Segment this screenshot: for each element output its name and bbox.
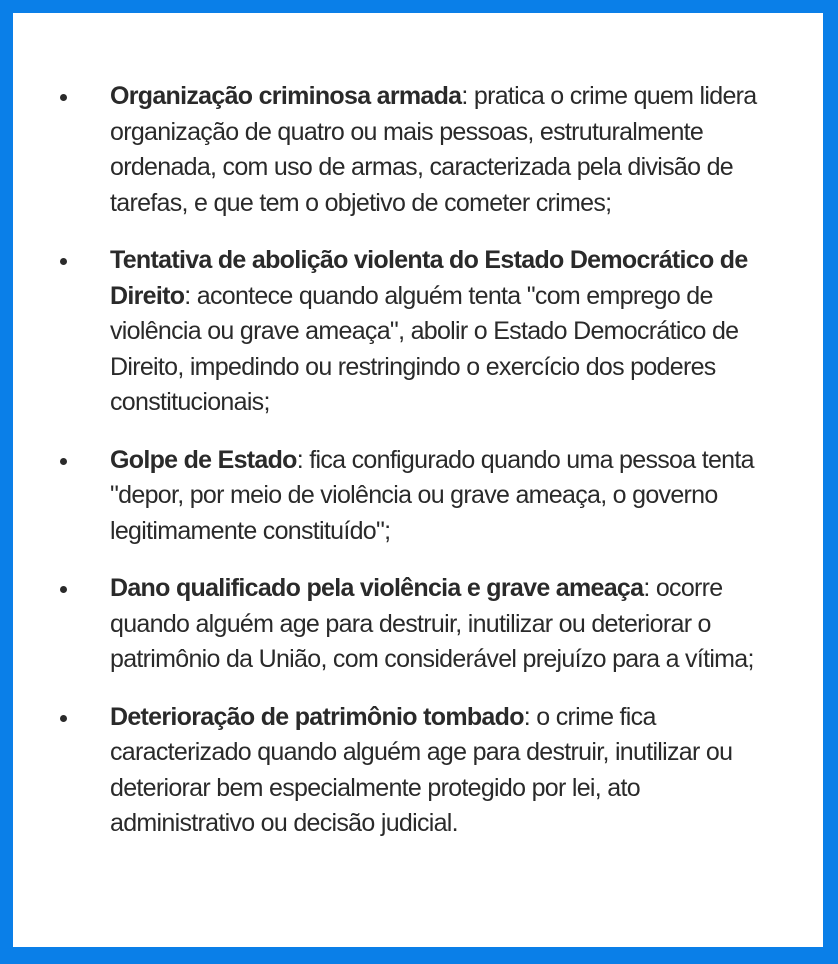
item-term: Dano qualificado pela violência e grave ameaça	[110, 574, 644, 602]
list-item	[13, 571, 823, 678]
item-term: Golpe de Estado	[110, 445, 297, 474]
crime-list	[13, 79, 823, 864]
item-description: : fica configurado quando uma pessoa tenta "depor, por meio de violência ou grave ameaça, o governo legitimamente constituído";	[110, 445, 754, 545]
item-term: Tentativa de abolição violenta do Estado Democrático de Direito	[110, 246, 748, 310]
item-description: : pratica o crime quem lidera organização de quatro ou mais pessoas, estruturalmente ordenada, com uso de armas, caracterizada pela divisão de tarefas, e que tem o objetivo de cometer crimes;	[110, 82, 757, 217]
list-item	[13, 243, 823, 421]
list-item	[13, 700, 823, 842]
item-description: : o crime fica caracterizado quando alguém age para destruir, inutilizar ou deteriorar bem especialmente protegido por lei, ato administrativo ou decisão judicial.	[110, 702, 733, 837]
list-item	[13, 443, 823, 550]
bullet-icon	[60, 258, 67, 265]
item-term: Organização criminosa armada	[110, 82, 462, 110]
bullet-icon	[60, 715, 67, 722]
bullet-icon	[60, 586, 67, 593]
content-card	[13, 13, 823, 947]
list-item	[13, 79, 823, 221]
bullet-icon	[60, 458, 67, 465]
item-description: : ocorre quando alguém age para destruir, inutilizar ou deteriorar o patrimônio da União, com considerável prejuízo para a vítima;	[110, 574, 754, 673]
item-description: : acontece quando alguém tenta "com emprego de violência ou grave ameaça", abolir o Estado Democrático de Direito, impedindo ou restringindo o exercício dos poderes constitucionais;	[110, 281, 739, 416]
bullet-icon	[60, 94, 67, 101]
item-term: Deterioração de patrimônio tombado	[110, 702, 524, 731]
